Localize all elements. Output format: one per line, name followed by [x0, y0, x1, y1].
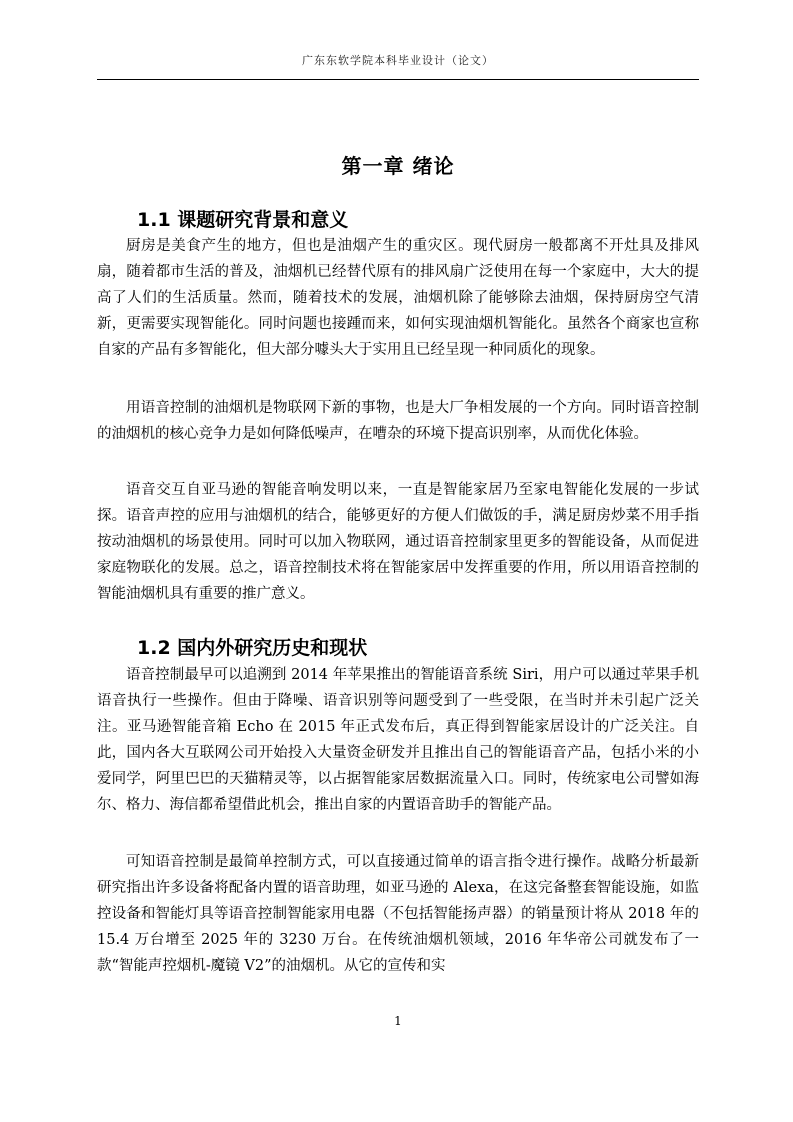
paragraph: 语音交互自亚马逊的智能音响发明以来，一直是智能家居乃至家电智能化发展的一步试探。语音声控的应用与油烟机的结合，能够更好的方便人们做饭的手，满足厨房炒菜不用手指按动油烟机的场景使用。同时可以加入物联网，通过语音控制家里更多的智能设备，从而促进家庭物联化的发展。总之，语音控制技术将在智能家居中发挥重要的作用，所以用语音控制的智能油烟机具有重要的推广意义。 [97, 482, 699, 602]
section-heading-1-2: 1.2 国内外研究历史和现状 [137, 637, 368, 659]
page-number: 1 [394, 1014, 402, 1028]
paragraph: 语音控制最早可以追溯到 2014 年苹果推出的智能语音系统 Siri，用户可以通过苹果手机语音执行一些操作。但由于降噪、语音识别等问题受到了一些受限，在当时并未引起广泛关注。亚马逊智能音箱 Echo 在 2015 年正式发布后，真正得到智能家居设计的广泛关注。自此，国内各大互联网公司开始投入大量资金研发并且推出自己的智能语音产品，包括小米的小爱同学，阿里巴巴的天猫精灵等，以占据智能家居数据流量入口。同时，传统家电公司譬如海尔、格力、海信都希望借此机会，推出自家的内置语音助手的智能产品。 [97, 667, 699, 813]
paragraph: 用语音控制的油烟机是物联网下新的事物，也是大厂争相发展的一个方向。同时语音控制的油烟机的核心竞争力是如何降低噪声，在嘈杂的环境下提高识别率，从而优化体验。 [97, 400, 699, 442]
paragraph: 厨房是美食产生的地方，但也是油烟产生的重灾区。现代厨房一般都离不开灶具及排风扇，随着都市生活的普及，油烟机已经替代原有的排风扇广泛使用在每一个家庭中，大大的提高了人们的生活质量。然而，随着技术的发展，油烟机除了能够除去油烟，保持厨房空气清新，更需要实现智能化。同时问题也接踵而来，如何实现油烟机智能化。虽然各个商家也宣称自家的产品有多智能化，但大部分噱头大于实用且已经呈现一种同质化的现象。 [97, 238, 699, 358]
header-divider [97, 79, 699, 80]
section-heading-1-1: 1.1 课题研究背景和意义 [137, 209, 349, 231]
chapter-title: 第一章 绪论 [341, 154, 455, 178]
running-header: 广东东软学院本科毕业设计（论文） [302, 54, 494, 67]
paragraph: 可知语音控制是最简单控制方式，可以直接通过简单的语言指令进行操作。战略分析最新研究指出许多设备将配备内置的语音助理，如亚马逊的 Alexa，在这完备整套智能设施，如监控设备和智能灯具等语音控制智能家用电器（不包括智能扬声器）的销量预计将从 2018 年的 15.4 万台增至 2025 年的 3230 万台。在传统油烟机领域，2016 年华帝公司就发布了一款“智能声控烟机-魔镜 V2”的油烟机。从它的宣传和实 [97, 854, 699, 974]
